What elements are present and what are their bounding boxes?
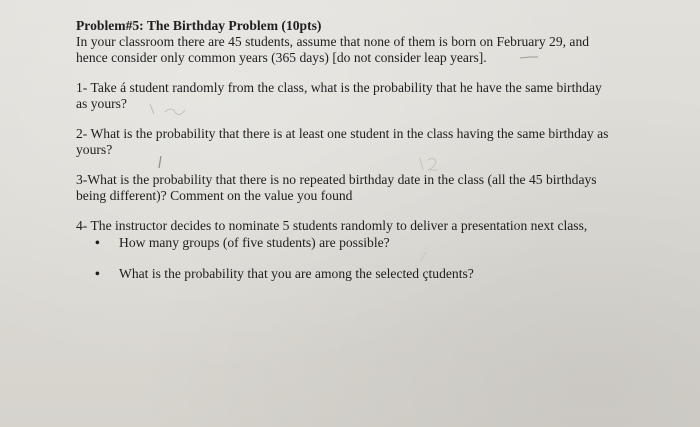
- problem-title: Problem#5: The Birthday Problem (10pts): [76, 18, 322, 33]
- question-1-line-2: as yours?: [76, 96, 127, 111]
- question-2-line-1: 2- What is the probability that there is at least one student in the class having the same birthday as: [76, 126, 609, 141]
- intro-line-2: hence consider only common years (365 days) [do not consider leap years].: [76, 50, 487, 65]
- bullet-text: How many groups (of five students) are possible?: [119, 235, 390, 250]
- problem-document: [76, 18, 676, 282]
- question-3-line-1: 3-What is the probability that there is no repeated birthday date in the class (all the 45 birthdays: [76, 172, 597, 187]
- intro-line-1: In your classroom there are 45 students, assume that none of them is born on February 29, and: [76, 34, 590, 49]
- question-2-line-2: yours?: [76, 142, 113, 157]
- question-3-line-2: being different)? Comment on the value you found: [76, 188, 353, 203]
- question-4-bullet-2: [76, 266, 676, 282]
- bullet-text: What is the probability that you are among the selected çtudents?: [119, 266, 474, 281]
- question-4: [76, 218, 676, 282]
- question-4-bullet-1: [76, 235, 676, 251]
- question-2: [76, 126, 676, 158]
- bullet-dot: •: [95, 266, 100, 281]
- bullet-dot: •: [95, 235, 100, 250]
- question-1: [76, 80, 676, 112]
- question-1-line-1: 1- Take á student randomly from the class, what is the probability that he have the same birthday: [76, 80, 602, 95]
- question-4-line-1: 4- The instructor decides to nominate 5 students randomly to deliver a presentation next class,: [76, 218, 588, 233]
- question-3: [76, 172, 676, 204]
